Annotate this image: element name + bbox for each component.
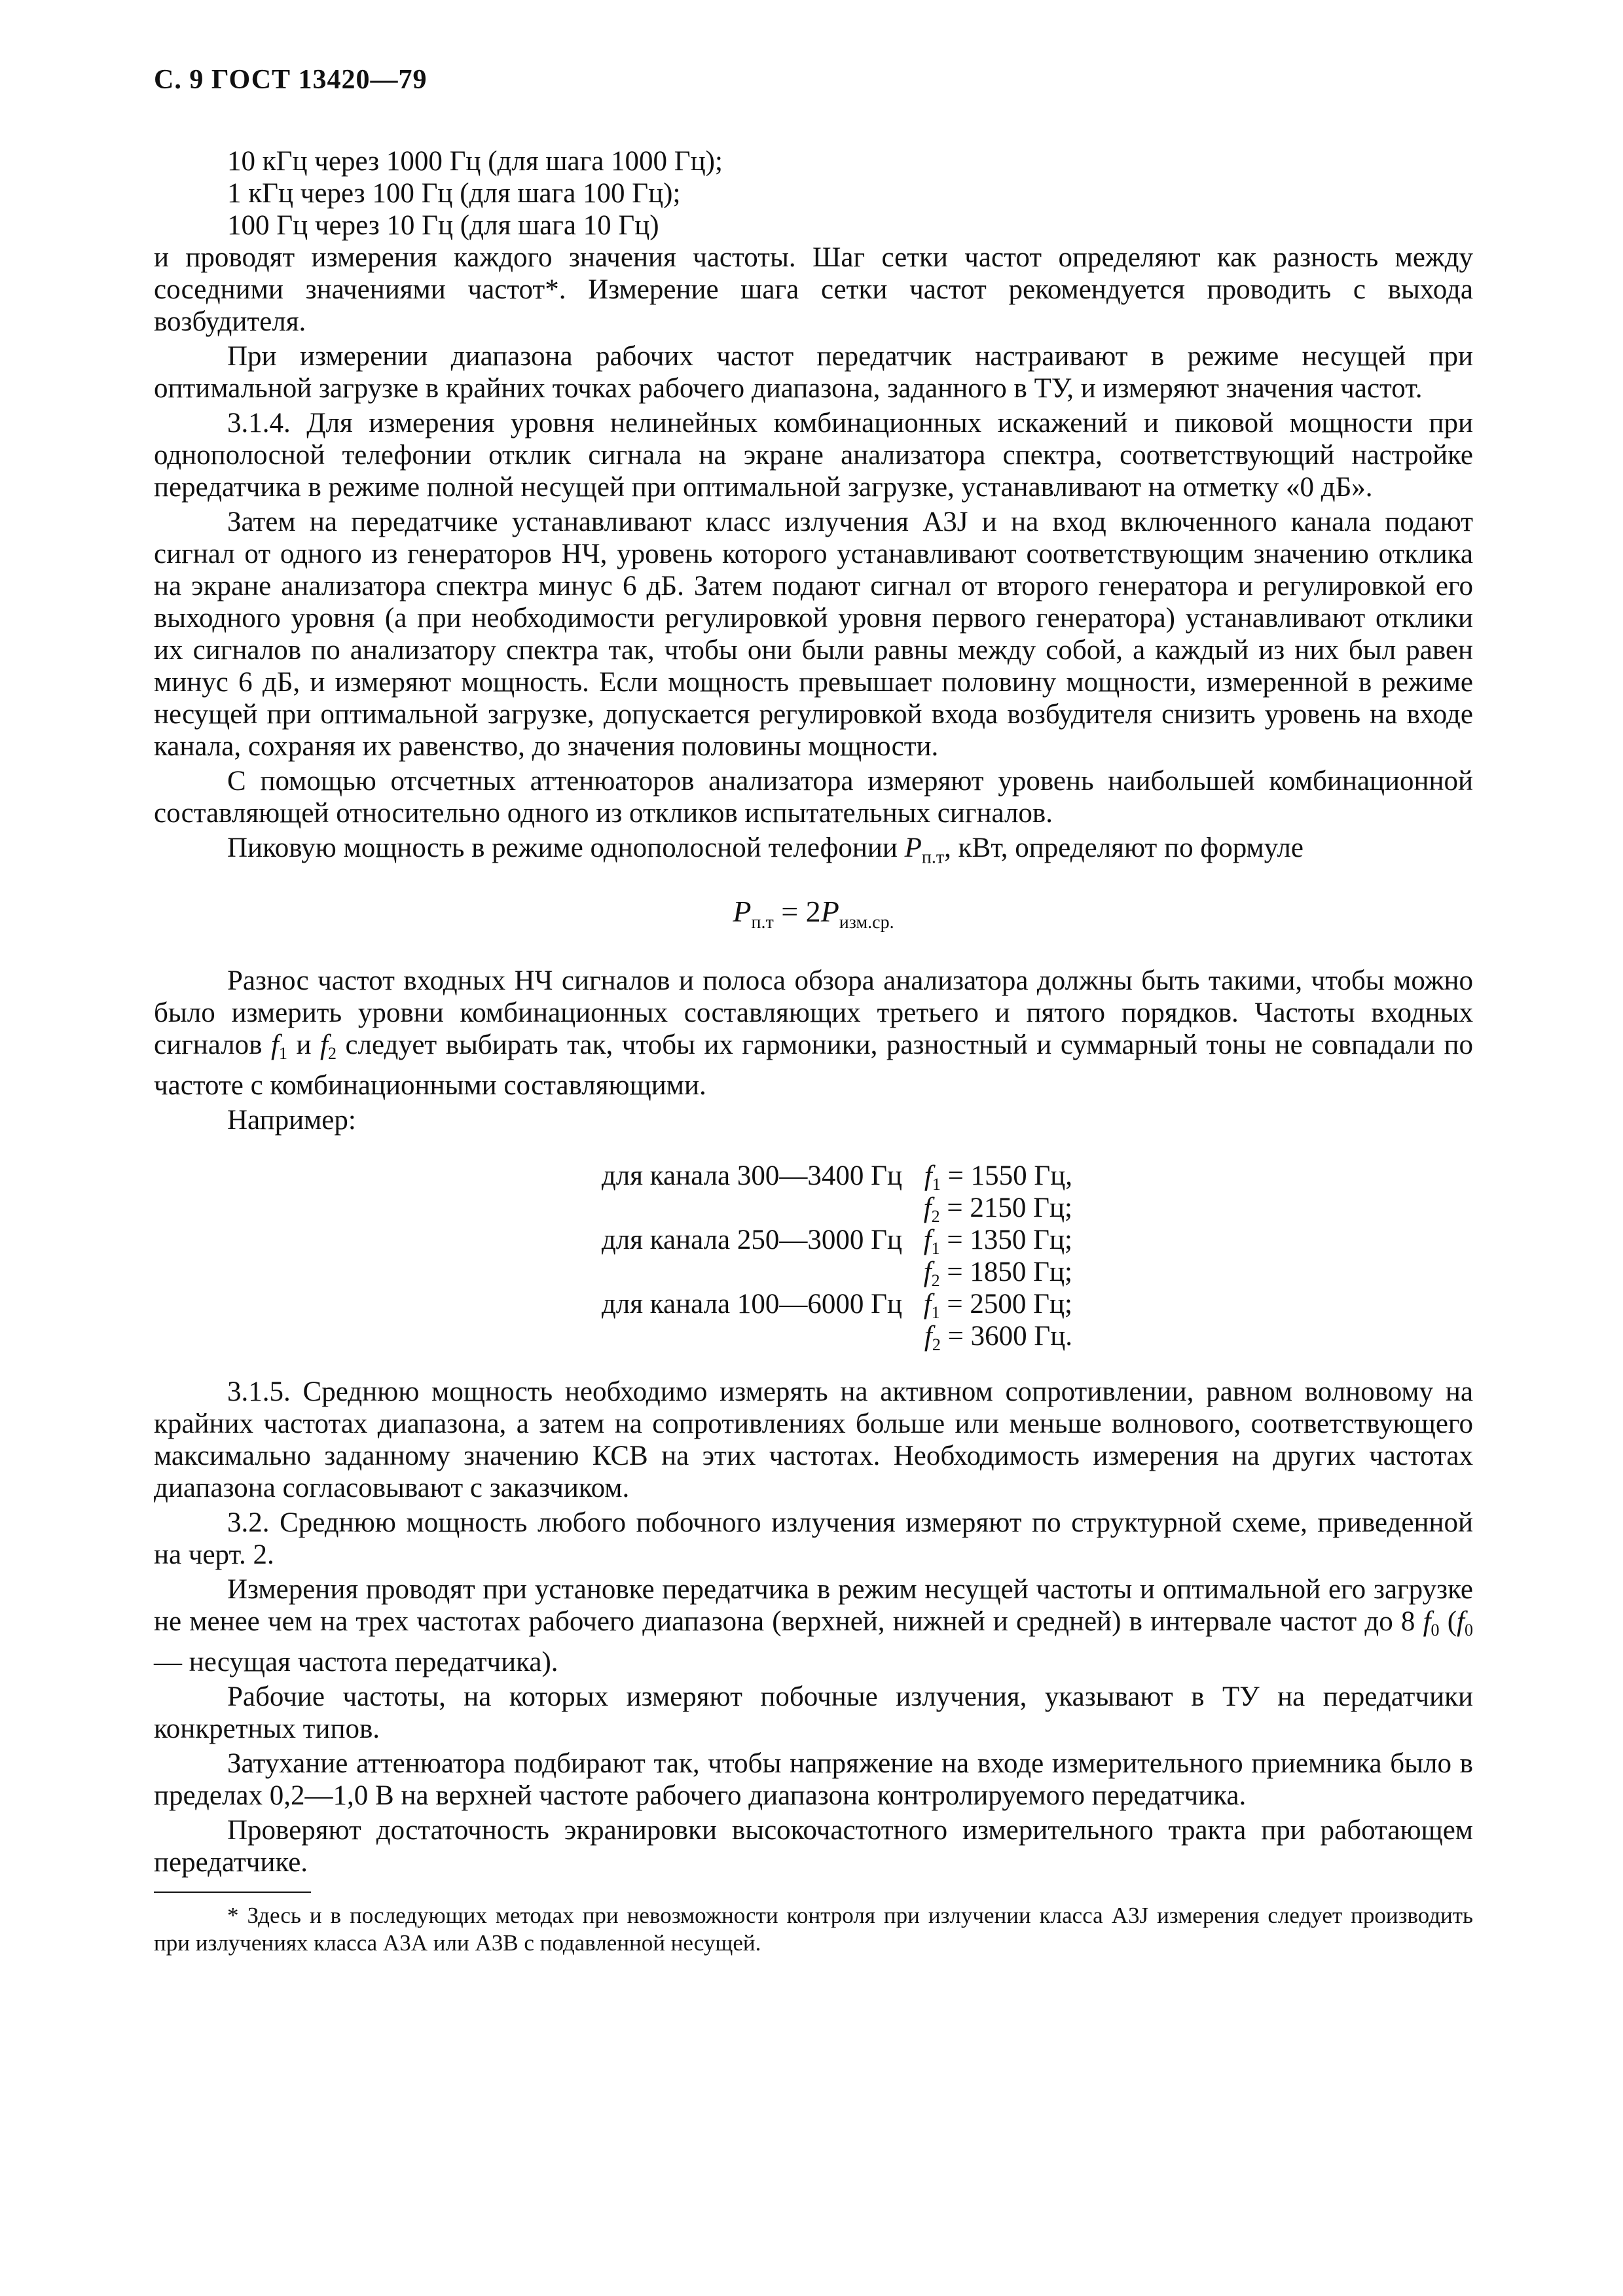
example-row <box>562 1160 1072 1192</box>
footnote-divider <box>154 1892 311 1893</box>
frequency-examples <box>562 1160 1072 1352</box>
example-row <box>562 1192 1072 1224</box>
page-header: С. 9 ГОСТ 13420—79 <box>154 65 428 95</box>
paragraph-range: При измерении диапазона рабочих частот передатчик настраивают в режиме несущей при оптимальной загрузке в крайних точках рабочего диапазона, заданного в ТУ, и измеряют значения частот. <box>154 341 1473 404</box>
step-line-1000: 10 кГц через 1000 Гц (для шага 1000 Гц); <box>227 146 723 177</box>
paragraph-measurement-conditions: Измерения проводят при установке передатчика в режим несущей частоты и оптимальной его загрузке не менее чем на трех частотах рабочего диапазона (верхней, нижней и средней) в интервале частот до 8 f0 (f0 — несущая частота передатчика). <box>154 1573 1473 1677</box>
example-row <box>562 1320 1072 1352</box>
document-body <box>154 145 1473 1957</box>
paragraph-shielding: Проверяют достаточность экранировки высокочастотного измерительного тракта при работающем передатчике. <box>154 1814 1473 1878</box>
example-frequency-value: f2 = 3600 Гц. <box>924 1320 1072 1354</box>
example-channel-label: для канала 100—6000 Гц <box>601 1288 902 1319</box>
example-frequency-value: f2 = 2150 Гц; <box>923 1192 1072 1226</box>
paragraph-example-intro: Например: <box>227 1104 356 1136</box>
example-frequency-value: f1 = 2500 Гц; <box>923 1288 1072 1322</box>
paragraph-grid-step: и проводят измерения каждого значения частоты. Шаг сетки частот определяют как разность между соседними значениями частот*. Измерение шага сетки частот рекомендуется проводить с выхода возбудителя. <box>154 242 1473 337</box>
example-frequency-value: f1 = 1550 Гц, <box>924 1160 1072 1194</box>
example-channel-label <box>562 1256 902 1288</box>
peak-power-formula: $P_{п.т} = 2P_{изм.ср.}$ <box>733 894 894 933</box>
paragraph-3-1-4: 3.1.4. Для измерения уровня нелинейных комбинационных искажений и пиковой мощности при однополосной телефонии отклик сигнала на экране анализатора спектра, соответствующий настройке передатчика в режиме полной несущей при оптимальной загрузке, устанавливают на отметку «0 дБ». <box>154 408 1473 503</box>
paragraph-a3j: Затем на передатчике устанавливают класс излучения А3J и на вход включенного канала подают сигнал от одного из генераторов НЧ, уровень которого устанавливают соответствующим значению отклика на экране анализатора спектра минус 6 дБ. Затем подают сигнал от второго генератора и регулировкой его выходного уровня (а при необходимости регулировкой уровня первого генератора) устанавливают отклики их сигналов по анализатору спектра так, чтобы они были равны между собой, а каждый из них был равен минус 6 дБ, и измеряют мощность. Если мощность превышает половину мощности, измеренной в режиме несущей при оптимальной загрузке, допускается регулировкой входа возбудителя снизить уровень на входе канала, сохраняя их равенство, до значения половины мощности. <box>154 507 1473 762</box>
example-channel-label: для канала 300—3400 Гц <box>601 1160 902 1191</box>
paragraph-frequency-spacing: Разнос частот входных НЧ сигналов и полоса обзора анализатора должны быть такими, чтобы можно было измерить уровни комбинационных составляющих третьего и пятого порядков. Частоты входных сигналов f1 и f2 следует выбирать так, чтобы их гармоники, разностный и суммарный тоны не совпадали по частоте с комбинационными составляющими. <box>154 965 1473 1101</box>
example-channel-label <box>562 1192 902 1224</box>
example-frequency-value: f1 = 1350 Гц; <box>923 1224 1072 1258</box>
paragraph-working-frequencies: Рабочие частоты, на которых измеряют побочные излучения, указывают в ТУ на передатчики конкретных типов. <box>154 1681 1473 1744</box>
example-channel-label: для канала 250—3000 Гц <box>601 1224 902 1255</box>
paragraph-3-1-5: 3.1.5. Среднюю мощность необходимо измерять на активном сопротивлении, равном волновому на крайних частотах диапазона, а затем на сопротивлениях больше или меньше волнового, соответствующего максимально заданному значению КСВ на этих частотах. Необходимость измерения на других частотах диапазона согласовывают с заказчиком. <box>154 1376 1473 1503</box>
step-line-10: 100 Гц через 10 Гц (для шага 10 Гц) <box>227 210 659 241</box>
paragraph-attenuator-selection: Затухание аттенюатора подбирают так, чтобы напряжение на входе измерительного приемника было в пределах 0,2—1,0 В на верхней частоте рабочего диапазона контролируемого передатчика. <box>154 1748 1473 1811</box>
example-frequency-value: f2 = 1850 Гц; <box>923 1256 1072 1290</box>
paragraph-attenuators: С помощью отсчетных аттенюаторов анализатора измеряют уровень наибольшей комбинационной составляющей относительно одного из откликов испытательных сигналов. <box>154 766 1473 829</box>
paragraph-peak-power: Пиковую мощность в режиме однополосной телефонии $P_{п.т}$, кВт, определяют по формуле <box>227 833 1304 868</box>
example-channel-label <box>562 1320 902 1352</box>
example-row <box>562 1288 1072 1320</box>
example-row <box>562 1256 1072 1288</box>
footnote: * Здесь и в последующих методах при невозможности контроля при излучении класса А3J измерения следует производить при излучениях класса А3А или А3В с подавленной несущей. <box>154 1902 1473 1956</box>
step-line-100: 1 кГц через 100 Гц (для шага 100 Гц); <box>227 178 681 209</box>
example-row <box>562 1224 1072 1256</box>
paragraph-3-2: 3.2. Среднюю мощность любого побочного излучения измеряют по структурной схеме, приведенной на черт. 2. <box>154 1507 1473 1570</box>
